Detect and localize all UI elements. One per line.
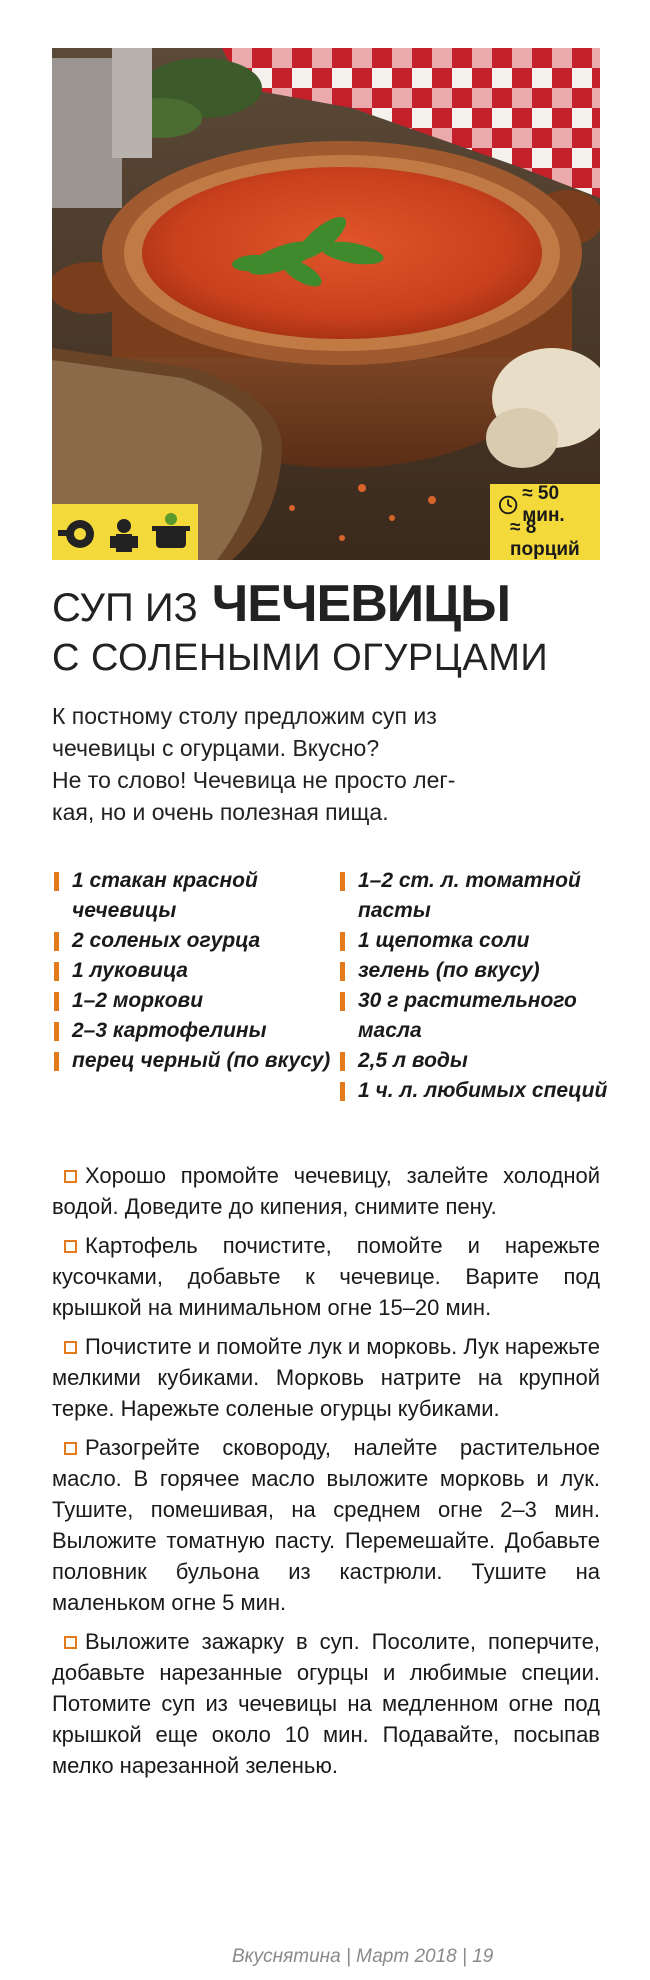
chef-icon bbox=[110, 519, 138, 552]
step-text: Картофель почистите, помойте и нарежьте кусочками, добавьте к чечевице. Варите под крышкой на минимальном огне 15–20 мин. bbox=[52, 1233, 600, 1320]
ingredient-item: 30 г растительного масла bbox=[338, 986, 608, 1046]
step-item bbox=[52, 1230, 600, 1323]
step-text: Хорошо промойте чечевицу, залейте холодной водой. Доведите до кипения, снимите пену. bbox=[52, 1163, 600, 1219]
intro-line: чечевицы с огурцами. Вкусно? bbox=[52, 735, 380, 761]
cooking-time: ≈ 50 мин. bbox=[522, 483, 565, 526]
soup-photo bbox=[52, 48, 600, 560]
ingredient-item: 2,5 л воды bbox=[338, 1046, 608, 1076]
recipe-title bbox=[52, 568, 510, 632]
servings-count: ≈ 8 порций bbox=[510, 517, 580, 560]
ingredient-item: 1 стакан красной чечевицы bbox=[52, 866, 338, 926]
step-text: Выложите зажарку в суп. Посолите, поперчите, добавьте нарезанные огурцы и любимые специи. Потомите суп из чечевицы на медленном огне под крышкой еще около 10 мин. Подавайте, посыпав мелко нарезанной зеленью. bbox=[52, 1629, 600, 1778]
step-bullet-icon bbox=[64, 1240, 77, 1253]
ingredient-item: 1 ч. л. любимых специй bbox=[338, 1076, 608, 1106]
ingredients-left-column bbox=[52, 866, 338, 1076]
intro-line: кая, но и очень полезная пища. bbox=[52, 799, 389, 825]
title-prefix: СУП ИЗ bbox=[52, 586, 198, 630]
ingredient-item: 1 щепотка соли bbox=[338, 926, 608, 956]
recipe-tags bbox=[52, 504, 198, 560]
step-bullet-icon bbox=[64, 1636, 77, 1649]
intro-line: Не то слово! Чечевица не просто лег- bbox=[52, 767, 456, 793]
ingredient-item: 1–2 ст. л. томатной пасты bbox=[338, 866, 608, 926]
time-servings-badge bbox=[490, 484, 600, 560]
pot-icon bbox=[152, 513, 190, 548]
step-bullet-icon bbox=[64, 1442, 77, 1455]
pan-icon bbox=[58, 520, 94, 548]
intro-line: К постному столу предложим суп из bbox=[52, 703, 437, 729]
ingredient-item: 2–3 картофелины bbox=[52, 1016, 338, 1046]
step-bullet-icon bbox=[64, 1341, 77, 1354]
clock-icon bbox=[498, 494, 518, 516]
ingredient-item: зелень (по вкусу) bbox=[338, 956, 608, 986]
step-bullet-icon bbox=[64, 1170, 77, 1183]
ingredient-item: перец черный (по вкусу) bbox=[52, 1046, 338, 1076]
cooking-steps bbox=[52, 1160, 600, 1789]
recipe-subtitle: С СОЛЕНЫМИ ОГУРЦАМИ bbox=[52, 637, 549, 679]
step-item bbox=[52, 1626, 600, 1781]
step-item bbox=[52, 1331, 600, 1424]
ingredient-item: 1–2 моркови bbox=[52, 986, 338, 1016]
ingredient-item: 1 луковица bbox=[52, 956, 338, 986]
step-item bbox=[52, 1160, 600, 1222]
ingredients-right-column bbox=[338, 866, 608, 1106]
page-footer: Вкуснятина | Март 2018 | 19 bbox=[232, 1946, 494, 1967]
step-item bbox=[52, 1432, 600, 1618]
step-text: Почистите и помойте лук и морковь. Лук нарежьте мелкими кубиками. Морковь натрите на крупной терке. Нарежьте соленые огурцы кубиками. bbox=[52, 1334, 600, 1421]
intro-text bbox=[52, 700, 600, 828]
title-main: ЧЕЧЕВИЦЫ bbox=[211, 575, 511, 633]
ingredient-item: 2 соленых огурца bbox=[52, 926, 338, 956]
step-text: Разогрейте сковороду, налейте растительное масло. В горячее масло выложите морковь и лук. Тушите, помешивая, на среднем огне 2–3 мин. Выложите томатную пасту. Перемешайте. Добавьте половник бульона из кастрюли. Тушите на маленьком огне 5 мин. bbox=[52, 1435, 600, 1615]
